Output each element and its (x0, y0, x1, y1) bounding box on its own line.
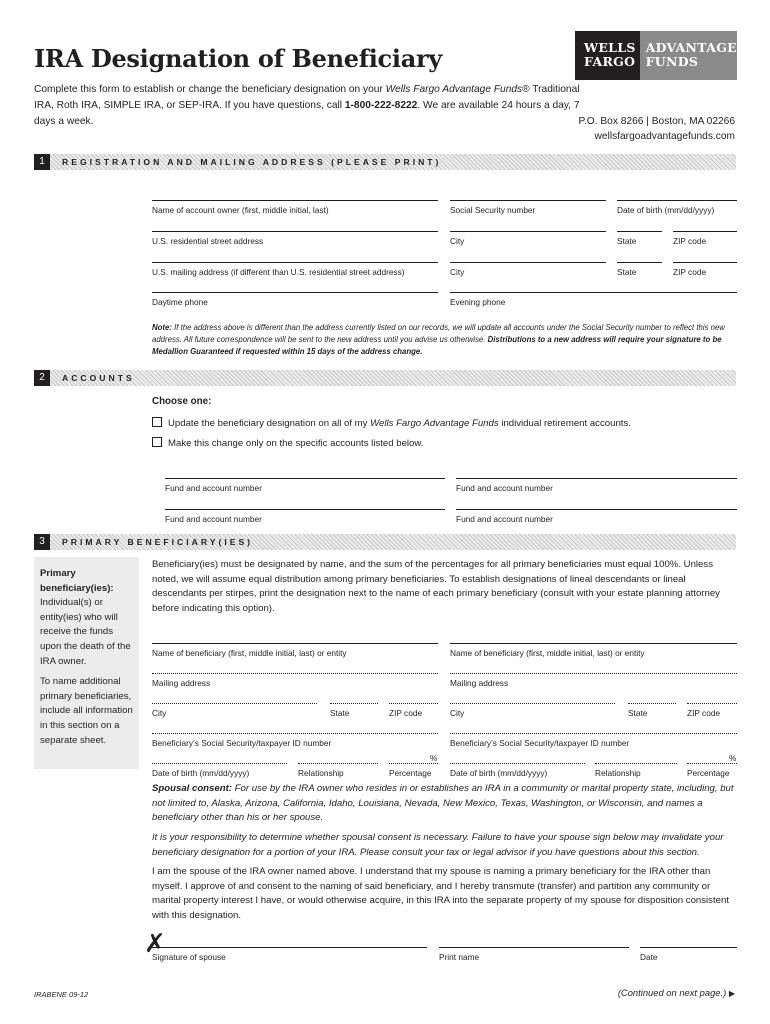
continued-note: (Continued on next page.) ▶ (617, 987, 735, 998)
beneficiary-1-dob-field[interactable]: Date of birth (mm/dd/yyyy) (152, 763, 287, 778)
beneficiary-2-mailing-field[interactable]: Mailing address (450, 673, 737, 688)
po-box: P.O. Box 8266 | Boston, MA 02266 (578, 116, 735, 127)
zip-field[interactable]: ZIP code (673, 231, 737, 246)
form-code: IRABENE 09-12 (34, 990, 89, 999)
spousal-consent-text: Spousal consent: For use by the IRA owner who resides in or establishes an IRA in a community or marital property state, including, but not limited to, Alaska, Arizona, California, Idaho, Louisiana, Nevada, New Mexico, Texas, Washington, or Wisconsin, and names a beneficiary other than his or her spouse. (152, 783, 734, 824)
sidebar-heading: Primary beneficiary(ies): (40, 568, 114, 594)
owner-dob-field[interactable]: Date of birth (mm/dd/yyyy) (617, 200, 737, 215)
logo-advantage-funds: ADVANTAGE FUNDS (640, 31, 737, 80)
section-title: REGISTRATION AND MAILING ADDRESS (PLEASE PRINT) (62, 157, 442, 167)
beneficiary-1-state-field[interactable]: State (330, 703, 378, 718)
owner-name-field[interactable]: Name of account owner (first, middle initial, last) (152, 200, 438, 215)
choose-one-label: Choose one: (152, 396, 212, 407)
fund-account-field-1[interactable]: Fund and account number (165, 478, 445, 493)
beneficiary-1-city-field[interactable]: City (152, 703, 317, 718)
fund-account-field-2[interactable]: Fund and account number (456, 478, 737, 493)
city-field[interactable]: City (450, 231, 606, 246)
intro-text: Complete this form to establish or change the beneficiary designation on your Wells Fargo Advantage Funds® Traditional IRA, Roth IRA, SIMPLE IRA, or SEP-IRA. If you have questions, call 1-800-222-8222. We are available 24 hours a day, 7 days a week. (34, 84, 580, 127)
beneficiary-1-relationship-field[interactable]: Relationship (298, 763, 378, 778)
specific-accounts-checkbox[interactable] (152, 437, 162, 447)
arrow-right-icon: ▶ (728, 989, 735, 998)
evening-phone-field[interactable]: Evening phone (450, 292, 737, 307)
fund-account-field-3[interactable]: Fund and account number (165, 509, 445, 524)
mailing-zip-field[interactable]: ZIP code (673, 262, 737, 277)
option-specific-accounts[interactable]: Make this change only on the specific accounts listed below. (152, 437, 423, 449)
sidebar-additional-note: To name additional primary beneficiaries, include all information in this section on a separate sheet. (40, 676, 133, 746)
section-number: 1 (34, 154, 50, 170)
beneficiary-2-relationship-field[interactable]: Relationship (595, 763, 677, 778)
section-title: ACCOUNTS (62, 373, 135, 383)
beneficiary-1-mailing-field[interactable]: Mailing address (152, 673, 438, 688)
all-accounts-checkbox[interactable] (152, 417, 162, 427)
beneficiary-2-zip-field[interactable]: ZIP code (687, 703, 737, 718)
section-title: PRIMARY BENEFICIARY(IES) (62, 537, 254, 547)
page-title: IRA Designation of Beneficiary (34, 44, 442, 73)
mailing-address-field[interactable]: U.S. mailing address (if different than U.S. residential street address) (152, 262, 438, 277)
beneficiary-2-state-field[interactable]: State (628, 703, 676, 718)
street-address-field[interactable]: U.S. residential street address (152, 231, 438, 246)
section-number: 3 (34, 534, 50, 550)
daytime-phone-field[interactable]: Daytime phone (152, 292, 438, 307)
section-3-header (34, 534, 736, 550)
beneficiary-2-city-field[interactable]: City (450, 703, 615, 718)
beneficiary-instructions: Beneficiary(ies) must be designated by name, and the sum of the percentages for all primary beneficiaries must equal 100%. Unless noted, we will assume equal distribution among primary beneficiaries. To establish designations of lineal descendants or lineal descendants per stirpes, print the designation next to the name of each primary beneficiary (consult with your estate planning attorney before indicating this option). (152, 559, 720, 614)
section-2-header (34, 370, 736, 386)
spouse-signature-field[interactable]: Signature of spouse (152, 947, 427, 962)
fund-account-field-4[interactable]: Fund and account number (456, 509, 737, 524)
section-number: 2 (34, 370, 50, 386)
print-name-field[interactable]: Print name (439, 947, 629, 962)
section-1-header (34, 154, 736, 170)
state-field[interactable]: State (617, 231, 662, 246)
beneficiary-1-name-field[interactable]: Name of beneficiary (first, middle initial, last) or entity (152, 643, 438, 658)
ssn-field[interactable]: Social Security number (450, 200, 606, 215)
consent-statement: I am the spouse of the IRA owner named above. I understand that my spouse is naming a primary beneficiary for the IRA other than myself. I approve of and consent to the naming of said beneficiary, and I hereby transmute (transfer) and partition any community or marital property interest I have, or would otherwise acquire, in this IRA into the separate property of my spouse for disposition consistent with this designation. (152, 866, 729, 921)
signature-x-mark: ✗ (144, 928, 166, 958)
beneficiary-1-zip-field[interactable]: ZIP code (389, 703, 438, 718)
mailing-address-block (578, 114, 735, 144)
mailing-city-field[interactable]: City (450, 262, 606, 277)
percent-sign: % (729, 753, 737, 763)
primary-beneficiary-sidebar: Primary beneficiary(ies): Individual(s) or entity(ies) who will receive the funds upon the death of the IRA owner. To name additional primary beneficiaries, include all information in this section on a separate sheet. (34, 557, 139, 769)
website: wellsfargoadvantagefunds.com (594, 131, 735, 142)
responsibility-text: It is your responsibility to determine whether spousal consent is necessary. Failure to have your spouse sign below may invalidate your beneficiary designation for a portion of your IRA. Please consult your tax or legal advisor if you have questions about this section. (152, 832, 724, 858)
date-field[interactable]: Date (640, 947, 737, 962)
wells-fargo-advantage-funds-logo (575, 31, 737, 80)
beneficiary-2-dob-field[interactable]: Date of birth (mm/dd/yyyy) (450, 763, 585, 778)
mailing-state-field[interactable]: State (617, 262, 662, 277)
percent-sign: % (430, 753, 438, 763)
option-all-accounts[interactable]: Update the beneficiary designation on all of my Wells Fargo Advantage Funds individual retirement accounts. (152, 417, 631, 429)
beneficiary-2-ssn-field[interactable]: Beneficiary’s Social Security/taxpayer ID number (450, 733, 737, 748)
beneficiary-1-percentage-field[interactable]: Percentage (389, 763, 438, 778)
address-note: Note: If the address above is different than the address currently listed on our records, we will update all accounts under the Social Security number to reflect this new address. All future correspondence will be sent to the new address until you advise us otherwise. Distributions to a new address will require your signature to be Medallion Guaranteed if requested within 15 days of the address change. (152, 323, 725, 356)
logo-wells-fargo: WELLS FARGO (575, 31, 640, 80)
beneficiary-1-ssn-field[interactable]: Beneficiary’s Social Security/taxpayer ID number (152, 733, 438, 748)
beneficiary-2-name-field[interactable]: Name of beneficiary (first, middle initial, last) or entity (450, 643, 737, 658)
beneficiary-2-percentage-field[interactable]: Percentage (687, 763, 737, 778)
